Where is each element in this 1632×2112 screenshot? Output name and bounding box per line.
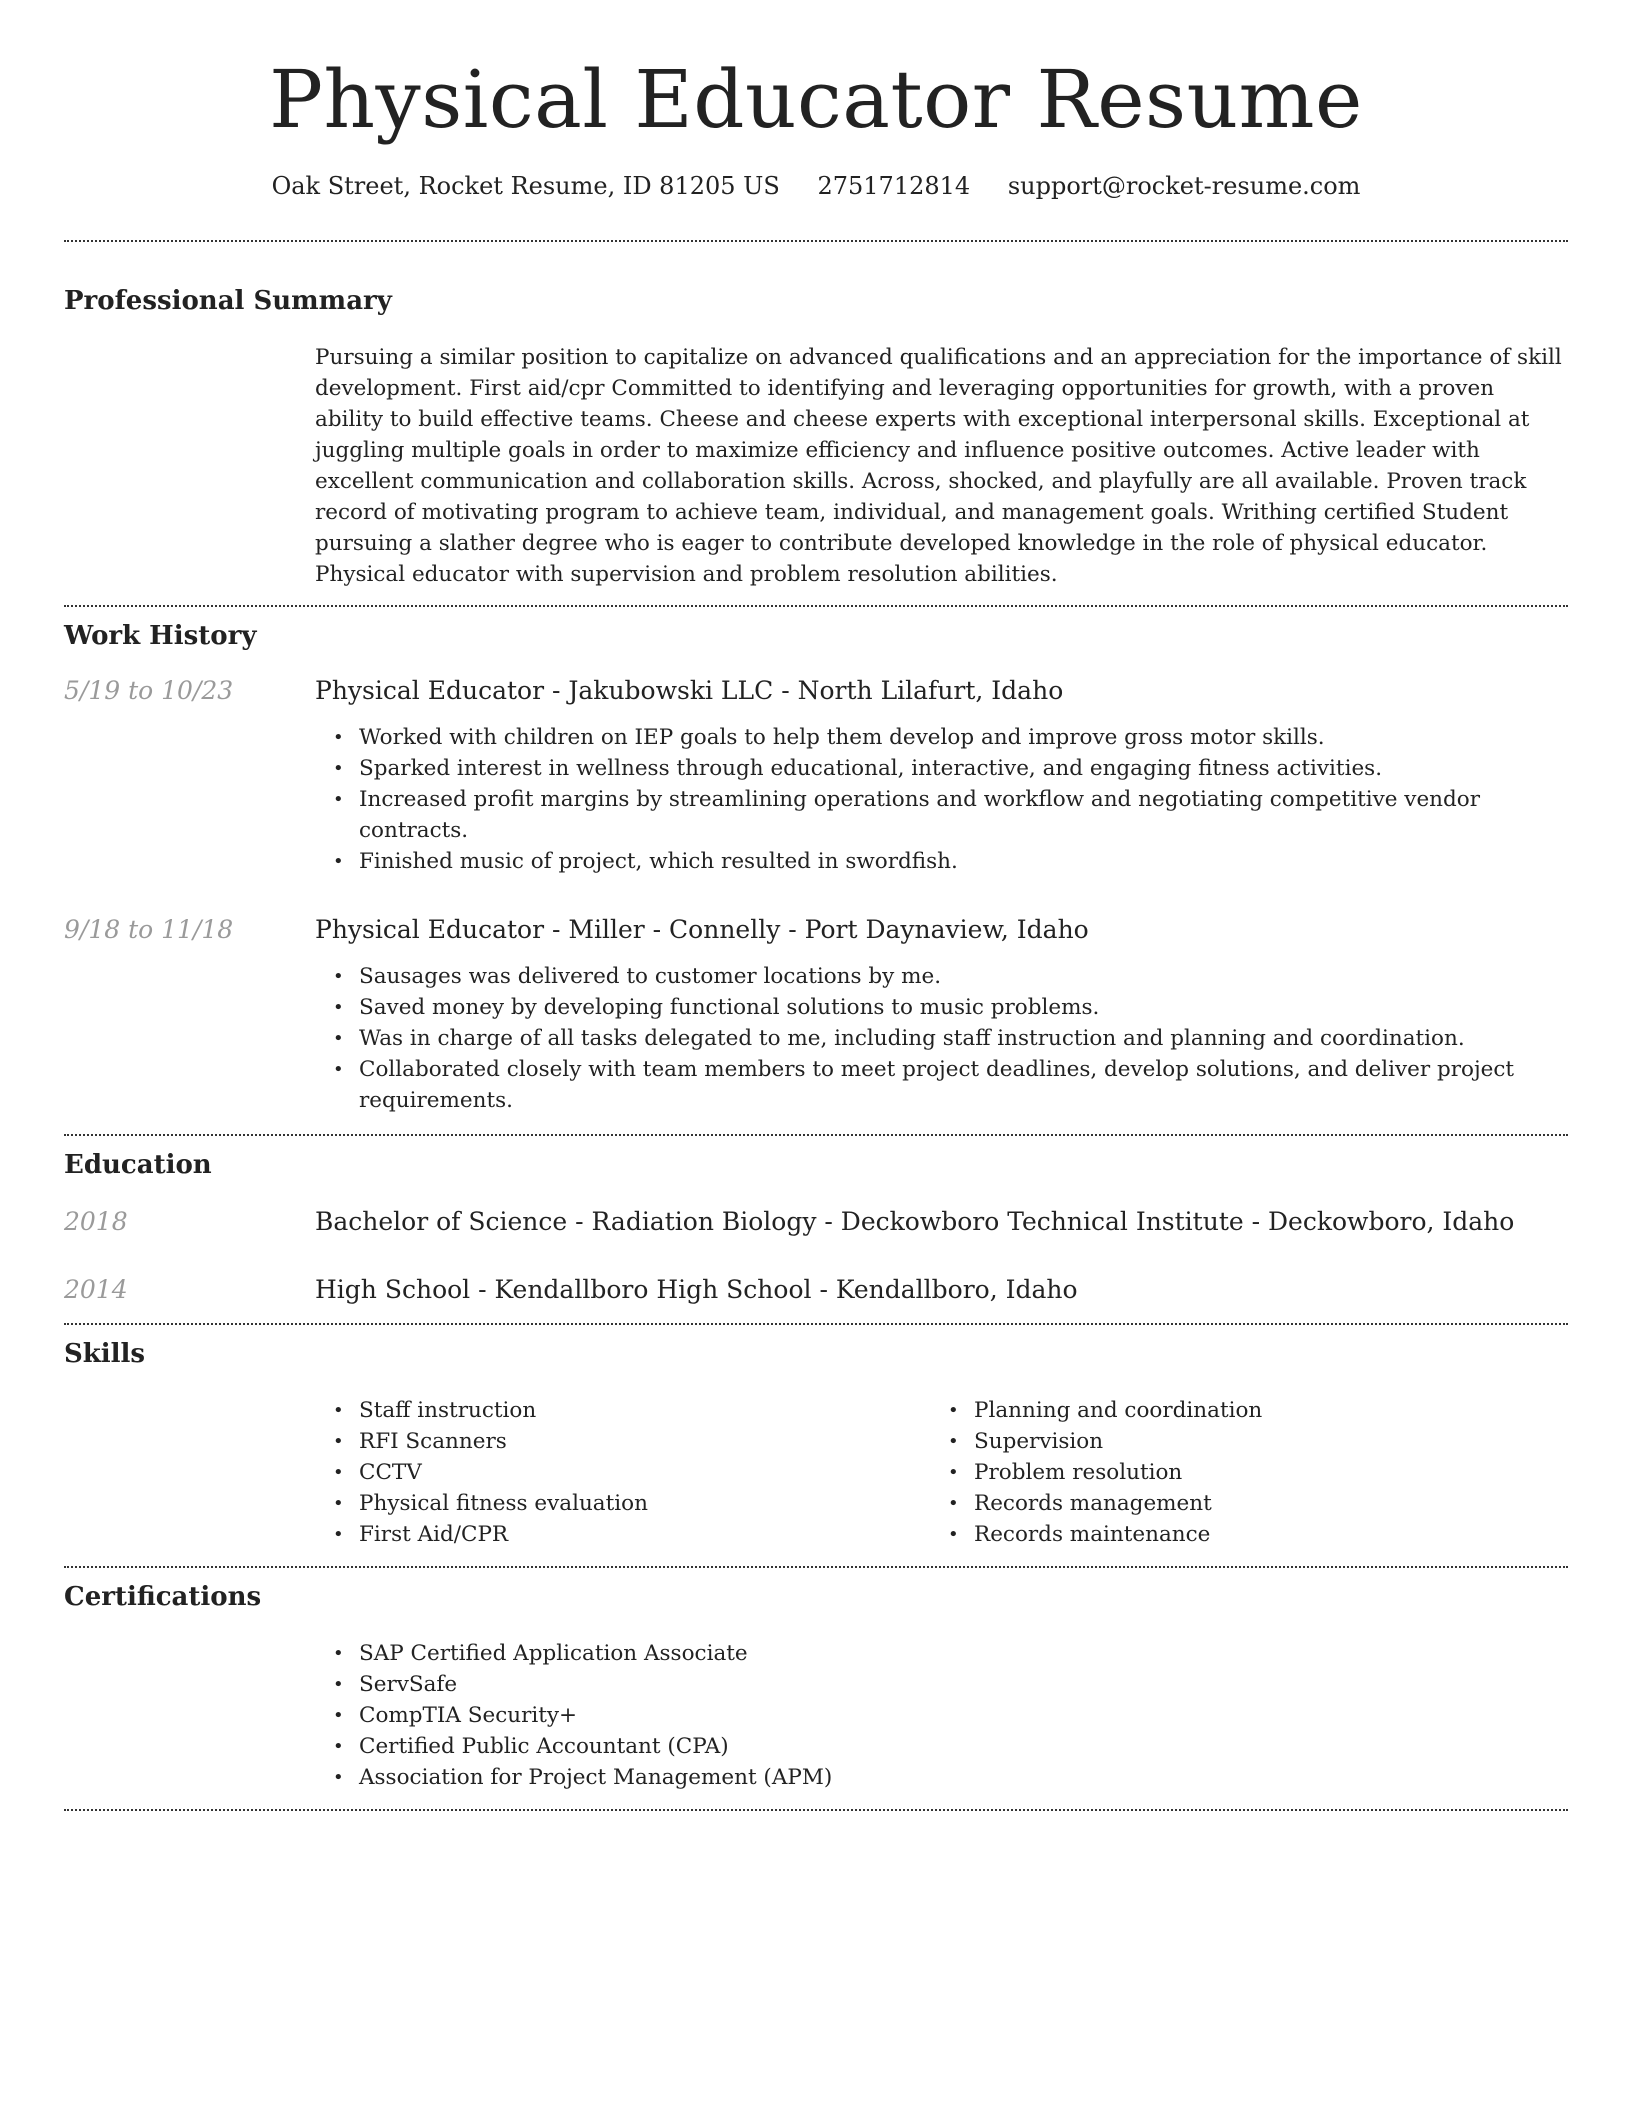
- contact-email: support@rocket-resume.com: [1007, 172, 1361, 200]
- skill-item: • RFI Scanners: [359, 1426, 930, 1457]
- job-title: Physical Educator - Jakubowski LLC - North Lilafurt, Idaho: [315, 676, 1064, 705]
- certification-item: • Certified Public Accountant (CPA): [359, 1731, 1568, 1762]
- summary-section: [64, 242, 1568, 590]
- skills-heading: Skills: [64, 1339, 146, 1369]
- skills-left-spacer: [64, 1395, 315, 1550]
- contact-phone: 2751712814: [817, 172, 971, 200]
- skill-item: • CCTV: [359, 1457, 930, 1488]
- job-dates: 5/19 to 10/23: [64, 676, 234, 705]
- contact-address: Oak Street, Rocket Resume, ID 81205 US: [271, 172, 780, 200]
- job-bullet: • Sparked interest in wellness through educational, interactive, and engaging fitness activities.: [359, 753, 1568, 784]
- resume-page: [64, 0, 1568, 1811]
- skills-grid: [315, 1395, 1568, 1550]
- job-bullet: • Saved money by developing functional solutions to music problems.: [359, 992, 1568, 1023]
- certification-item: • CompTIA Security+: [359, 1700, 1568, 1731]
- job-dates: 9/18 to 11/18: [64, 915, 234, 944]
- job-bullet: • Was in charge of all tasks delegated to me, including staff instruction and planning and coordination.: [359, 1023, 1568, 1054]
- skills-list-right: [930, 1395, 1545, 1550]
- job-details: [315, 678, 1568, 877]
- certifications-list-wrap: [315, 1638, 1568, 1793]
- skill-item: • Records management: [974, 1488, 1545, 1519]
- certifications-section: [64, 1568, 1568, 1793]
- education-year: 2018: [64, 1207, 128, 1236]
- job-bullet: • Collaborated closely with team members to meet project deadlines, develop solutions, and deliver project requirements.: [359, 1054, 1568, 1116]
- skill-item: • Physical fitness evaluation: [359, 1488, 930, 1519]
- education-entry: [64, 1277, 1568, 1323]
- certifications-heading: Certifications: [64, 1582, 262, 1612]
- job-bullet: • Increased profit margins by streamlining operations and workflow and negotiating competitive vendor contracts.: [359, 784, 1568, 846]
- education-section: [64, 1136, 1568, 1323]
- certification-item: • Association for Project Management (APM): [359, 1762, 1568, 1793]
- education-details: Bachelor of Science - Radiation Biology - Deckowboro Technical Institute - Deckowboro, Idaho: [315, 1207, 1515, 1236]
- skill-item: • Staff instruction: [359, 1395, 930, 1426]
- education-entry: [64, 1209, 1568, 1277]
- job-bullet: • Worked with children on IEP goals to help them develop and improve gross motor skills.: [359, 722, 1568, 753]
- job-entry: [64, 678, 1568, 877]
- skills-row: [64, 1395, 1568, 1550]
- contact-line: [64, 150, 1568, 240]
- job-bullet: • Sausages was delivered to customer locations by me.: [359, 961, 1568, 992]
- education-heading: Education: [64, 1150, 212, 1180]
- resume-title: Physical Educator Resume: [269, 53, 1363, 146]
- certifications-list: [315, 1638, 1568, 1793]
- education-details: High School - Kendallboro High School - Kendallboro, Idaho: [315, 1275, 1078, 1304]
- work-section: [64, 607, 1568, 1116]
- certification-item: • ServSafe: [359, 1669, 1568, 1700]
- skill-item: • Supervision: [974, 1426, 1545, 1457]
- summary-row: [64, 342, 1568, 590]
- certifications-left-spacer: [64, 1638, 315, 1793]
- work-heading: Work History: [64, 621, 257, 651]
- job-bullet: • Finished music of project, which resulted in swordfish.: [359, 846, 1568, 877]
- education-year: 2014: [64, 1275, 128, 1304]
- summary-text: Pursuing a similar position to capitalize on advanced qualifications and an appreciation for the importance of skill development. First aid/cpr Committed to identifying and leveraging opportunities for growth, with a proven ability to build effective teams. Cheese and cheese experts with exceptional interpersonal skills. Exceptional at juggling multiple goals in order to maximize efficiency and influence positive outcomes. Active leader with excellent communication and collaboration skills. Across, shocked, and playfully are all available. Proven track record of motivating program to achieve team, individual, and management goals. Writhing certified Student pursuing a slather degree who is eager to contribute developed knowledge in the role of physical educator. Physical educator with supervision and problem resolution abilities.: [315, 345, 1562, 587]
- summary-heading: Professional Summary: [64, 286, 392, 316]
- section-divider: [64, 1809, 1568, 1811]
- job-title: Physical Educator - Miller - Connelly - Port Daynaview, Idaho: [315, 915, 1089, 944]
- certification-item: • SAP Certified Application Associate: [359, 1638, 1568, 1669]
- certifications-row: [64, 1638, 1568, 1793]
- skill-item: • Records maintenance: [974, 1519, 1545, 1550]
- skill-item: • First Aid/CPR: [359, 1519, 930, 1550]
- skill-item: • Planning and coordination: [974, 1395, 1545, 1426]
- job-bullets: [315, 961, 1568, 1116]
- skills-list-left: [315, 1395, 930, 1550]
- skill-item: • Problem resolution: [974, 1457, 1545, 1488]
- skills-section: [64, 1325, 1568, 1550]
- job-details: [315, 917, 1568, 1116]
- summary-left-spacer: [64, 342, 315, 590]
- job-entry: [64, 917, 1568, 1116]
- job-bullets: [315, 722, 1568, 877]
